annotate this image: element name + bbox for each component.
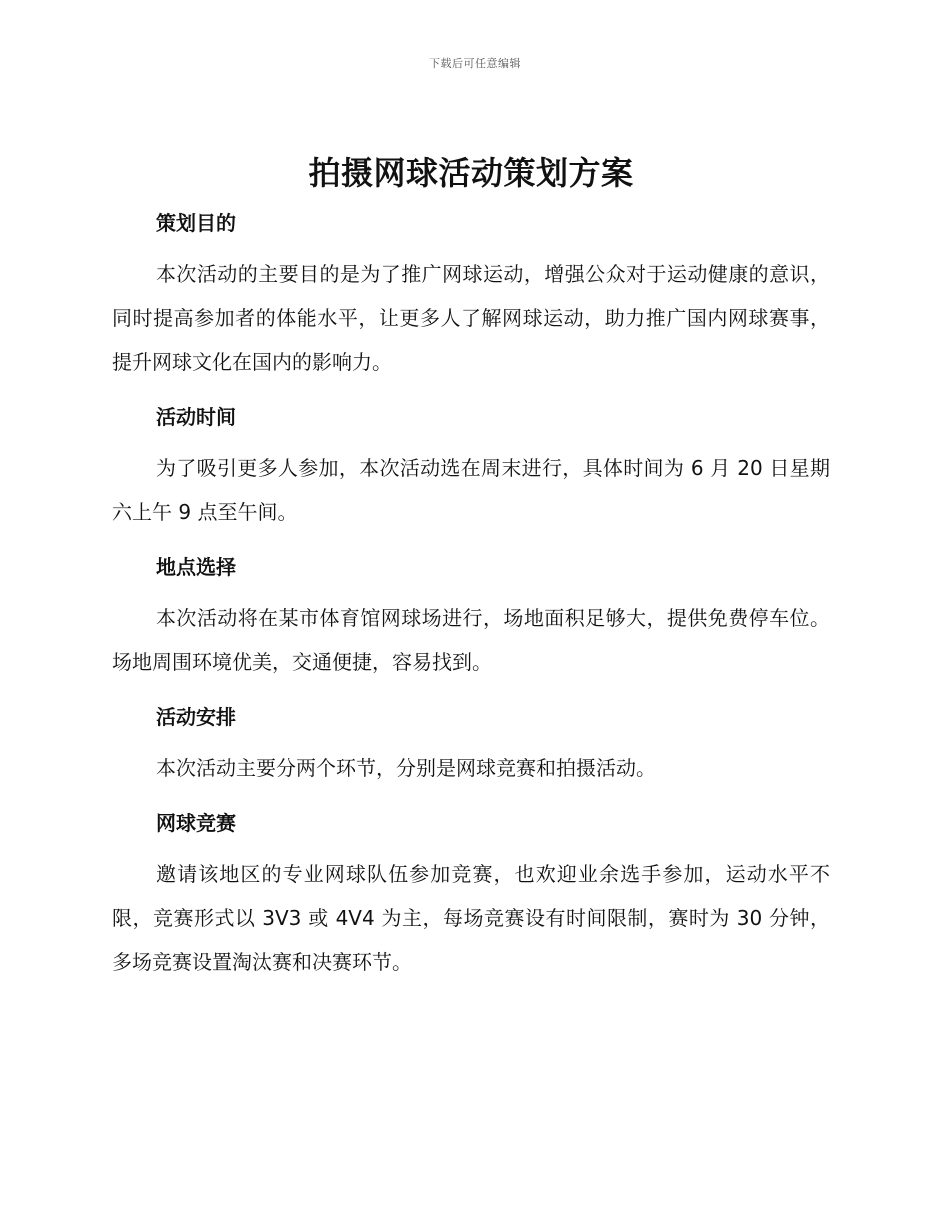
section-heading-time: 活动时间 — [156, 405, 236, 429]
document-title: 拍摄网球活动策划方案 — [308, 154, 634, 192]
section-heading-location: 地点选择 — [156, 555, 236, 579]
section-body-location: 本次活动将在某市体育馆网球场进行，场地面积足够大，提供免费停车位。场地周围环境优美，交通便捷，容易找到。 — [112, 606, 830, 674]
document-body — [112, 150, 830, 984]
section-body-arrangement: 本次活动主要分两个环节，分别是网球竞赛和拍摄活动。 — [156, 756, 656, 780]
section-body-time: 为了吸引更多人参加，本次活动选在周末进行，具体时间为 6 月 20 日星期六上午 9 点至午间。 — [112, 456, 830, 524]
section-body-competition: 邀请该地区的专业网球队伍参加竞赛，也欢迎业余选手参加，运动水平不限，竞赛形式以 3V3 或 4V4 为主，每场竞赛设有时间限制，赛时为 30 分钟，多场竞赛设置淘汰赛和决赛环节。 — [112, 862, 830, 974]
section-heading-purpose: 策划目的 — [156, 211, 236, 235]
section-heading-competition: 网球竞赛 — [156, 811, 236, 835]
section-body-purpose: 本次活动的主要目的是为了推广网球运动，增强公众对于运动健康的意识，同时提高参加者的体能水平，让更多人了解网球运动，助力推广国内网球赛事，提升网球文化在国内的影响力。 — [112, 262, 830, 374]
section-heading-arrangement: 活动安排 — [156, 705, 236, 729]
page-header-note: 下载后可任意编辑 — [429, 57, 521, 70]
